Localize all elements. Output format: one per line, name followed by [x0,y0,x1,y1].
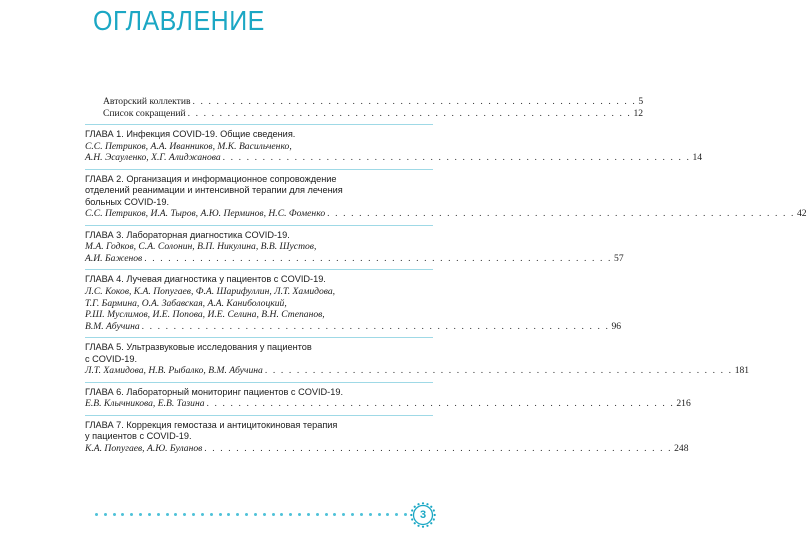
footer-dot [369,513,372,516]
chapter-entry[interactable] [85,337,750,377]
chapter-title-line: больных COVID-19. [85,196,170,207]
chapter-page: 181 [734,365,750,377]
chapter-entry[interactable] [85,382,691,410]
author-names: Р.Ш. Муслимов, И.Е. Попова, И.Е. Селина, В.Н. Степанов, [85,309,325,321]
author-names: Т.Г. Бармина, О.А. Забавская, А.А. Каниболоцкий, [85,297,287,309]
footer-dot [333,513,336,516]
leader-dots: . . . . . . . . . . . . . . . . . . . . . . . . . . . . . . . . . . . . . . . . . . . . . . . . . . . . . . . . . . . [206,398,675,410]
footer-dot [325,513,328,516]
author-names: Л.С. Коков, К.А. Попугаев, Ф.А. Шарифуллин, Л.Т. Хамидова, [85,286,336,298]
footer-dot [148,513,151,516]
chapter-authors-line [85,309,433,321]
footer-dot [263,513,266,516]
footer-dot [378,513,381,516]
footer-dot [360,513,363,516]
chapter-entry[interactable] [85,169,807,220]
chapter-page: 216 [676,398,691,410]
footer-dot [236,513,239,516]
footer-dot [104,513,107,516]
table-of-contents [85,96,807,455]
footer-dot [219,513,222,516]
chapter-title-line: ГЛАВА 6. Лабораторный мониторинг пациентов с COVID-19. [85,386,343,397]
chapter-entry[interactable] [85,415,689,455]
author-names: С.С. Петриков, И.А. Тыров, А.Ю. Перминов, Н.С. Фоменко [85,208,326,220]
footer-dot [395,513,398,516]
page-title: ОГЛАВЛЕНИЕ [93,6,265,37]
author-names: Л.Т. Хамидова, Н.В. Рыбалко, В.М. Абучина [85,365,263,377]
chapter-page: 42 [796,208,807,220]
footer-dot [166,513,169,516]
chapter-separator [85,269,433,270]
chapter-list [85,124,807,455]
chapter-entry[interactable] [85,269,622,332]
chapter-authors-line [85,365,750,377]
chapter-title-line: ГЛАВА 3. Лабораторная диагностика COVID-19. [85,229,290,240]
footer-dot [157,513,160,516]
author-names: М.А. Годков, С.А. Солонин, В.П. Никулина, В.В. Шустов, [85,241,317,253]
author-names: С.С. Петриков, А.А. Иванников, М.К. Васильченко, [85,140,292,152]
chapter-authors-line [85,286,433,298]
chapter-separator [85,225,433,226]
footer-dot [342,513,345,516]
leader-dots: . . . . . . . . . . . . . . . . . . . . . . . . . . . . . . . . . . . . . . . . . . . . . . . . . . . . . . . . . . . [204,443,673,455]
chapter-title-line: отделений реанимации и интенсивной терапии для лечения [85,185,343,196]
toc-entry-label: Авторский коллектив [103,96,191,107]
footer-dot [95,513,98,516]
footer-dot [351,513,354,516]
toc-entry-page: 12 [633,107,644,119]
author-names: К.А. Попугаев, А.Ю. Буланов [85,443,203,455]
footer-dot [272,513,275,516]
page-number: 3 [419,509,427,521]
chapter-separator [85,337,433,338]
footer-dot [183,513,186,516]
footer-dot [316,513,319,516]
author-names: Е.В. Клычникова, Е.В. Тазина [85,398,205,410]
chapter-authors-line [85,208,807,220]
chapter-authors-line [85,152,703,164]
footer-dot [130,513,133,516]
chapter-authors-line [85,241,433,253]
footer-dot [174,513,177,516]
footer-dot [192,513,195,516]
chapter-authors-line [85,320,622,333]
toc-entry-label: Список сокращений [103,107,186,119]
chapter-separator [85,124,433,125]
leader-dots: . . . . . . . . . . . . . . . . . . . . . . . . . . . . . . . . . . . . . . . . . . . . . . . . . . . . . . . . . . . [264,365,733,377]
chapter-authors-line [85,252,624,265]
leader-dots: . . . . . . . . . . . . . . . . . . . . . . . . . . . . . . . . . . . . . . . . . . . . . . . . . . . . . . . . . . . [222,152,691,164]
footer-dot [307,513,310,516]
footer-dot [298,513,301,516]
footer-dot [280,513,283,516]
chapter-separator [85,415,433,416]
footer-dot [227,513,230,516]
chapter-page: 57 [614,252,624,264]
toc-entry-authors[interactable] [85,96,644,108]
chapter-authors-line [85,443,689,455]
toc-entry-page: 5 [638,96,644,107]
chapter-title-line: ГЛАВА 5. Ультразвуковые исследования у пациентов [85,342,312,353]
leader-dots: . . . . . . . . . . . . . . . . . . . . . . . . . . . . . . . . . . . . . . . . . . . . . . . . . . . . . . . . . . . [141,320,610,332]
leader-dots: . . . . . . . . . . . . . . . . . . . . . . . . . . . . . . . . . . . . . . . . . . . . . . . . . . . . . . . . . . . [144,252,613,264]
leader-dots: . . . . . . . . . . . . . . . . . . . . . . . . . . . . . . . . . . . . . . . . . . . . . . . . . . . . . . . . [187,107,632,119]
chapter-title-line: с COVID-19. [85,353,138,364]
chapter-title-line: ГЛАВА 2. Организация и информационное сопровождение [85,173,337,184]
chapter-separator [85,169,433,170]
footer-dot [404,513,407,516]
chapter-title-line: ГЛАВА 1. Инфекция COVID-19. Общие сведения. [85,129,296,139]
chapter-authors-line [85,398,691,410]
chapter-entry[interactable] [85,225,624,265]
chapter-authors-line [85,141,433,153]
chapter-page: 96 [611,320,622,332]
chapter-entry[interactable] [85,124,703,164]
footer-dot [139,513,142,516]
leader-dots: . . . . . . . . . . . . . . . . . . . . . . . . . . . . . . . . . . . . . . . . . . . . . . . . . . . . . . . . . . . [327,208,795,220]
toc-entry-abbreviations[interactable] [85,107,644,120]
footer-dot [386,513,389,516]
footer-dot-rule [95,513,407,517]
author-names: А.И. Баженов [85,252,143,264]
footer-dot [121,513,124,516]
footer-dot [254,513,257,516]
chapter-title-line: ГЛАВА 4. Лучевая диагностика у пациентов с COVID-19. [85,274,326,285]
author-names: А.Н. Эсауленко, Х.Г. Алиджанова [85,152,221,164]
footer-dot [201,513,204,516]
chapter-title-line: у пациентов с COVID-19. [85,431,192,442]
footer-dot [245,513,248,516]
footer-dot [113,513,116,516]
leader-dots: . . . . . . . . . . . . . . . . . . . . . . . . . . . . . . . . . . . . . . . . . . . . . . . . . . . . . . . . [192,96,637,107]
chapter-page: 14 [692,152,703,164]
footer-dot [289,513,292,516]
page-number-badge [410,502,436,528]
chapter-authors-line [85,298,433,310]
footer-dot [210,513,213,516]
chapter-title-line: ГЛАВА 7. Коррекция гемостаза и антицитокиновая терапия [85,419,338,430]
chapter-page: 248 [674,443,689,455]
author-names: В.М. Абучина [85,320,140,332]
chapter-separator [85,382,433,383]
